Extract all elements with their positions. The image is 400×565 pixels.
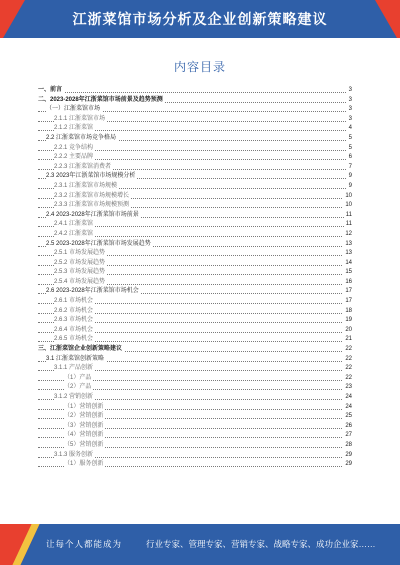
toc-entry-label: （2）产品	[64, 383, 93, 393]
toc-entry-page: 10	[343, 192, 352, 202]
toc-entry-label: 2.4.1 江浙菜馆	[54, 220, 95, 230]
toc-entry-label: 2.2.1 竞争结构	[54, 144, 95, 154]
toc-entry-page: 26	[343, 422, 352, 432]
toc-entry[interactable]	[38, 96, 352, 106]
toc-entry-page: 3	[347, 96, 352, 106]
toc-entry-page: 29	[343, 460, 352, 470]
toc-entry-page: 22	[343, 355, 352, 365]
toc-entry[interactable]	[38, 259, 352, 269]
toc-entry-page: 19	[343, 316, 352, 326]
toc-entry[interactable]	[38, 220, 352, 230]
toc-entry-label: 3.1 江浙菜馆创新策略	[46, 355, 106, 365]
toc-entry-label: （1）产品	[64, 374, 93, 384]
toc-entry-page: 21	[343, 335, 352, 345]
toc-entry-page: 29	[343, 451, 352, 461]
toc-entry[interactable]	[38, 144, 352, 154]
toc-entry-page: 22	[343, 364, 352, 374]
toc-entry[interactable]	[38, 393, 352, 403]
toc-entry[interactable]	[38, 431, 352, 441]
toc-entry-page: 24	[343, 403, 352, 413]
toc-entry-page: 5	[347, 144, 352, 154]
toc-entry-label: 2.4.2 江浙菜馆	[54, 230, 95, 240]
table-of-contents	[38, 86, 352, 470]
footer-banner	[0, 524, 400, 565]
toc-entry-label: 3.1.1 产品创新	[54, 364, 95, 374]
toc-entry[interactable]	[38, 153, 352, 163]
toc-entry-page: 18	[343, 307, 352, 317]
toc-entry-page: 9	[347, 182, 352, 192]
toc-entry-label: 一、前言	[38, 86, 64, 96]
toc-entry-page: 13	[343, 240, 352, 250]
toc-entry-label: 2.6.5 市场机会	[54, 335, 95, 345]
toc-entry-page: 9	[347, 172, 352, 182]
toc-entry-label: 2.6.3 市场机会	[54, 316, 95, 326]
toc-entry-label: 2.3.1 江浙菜馆市场规模	[54, 182, 119, 192]
toc-entry-label: 2.6.2 市场机会	[54, 307, 95, 317]
toc-entry[interactable]	[38, 326, 352, 336]
toc-entry[interactable]	[38, 451, 352, 461]
toc-entry[interactable]	[38, 249, 352, 259]
toc-entry-page: 4	[347, 124, 352, 134]
toc-entry-label: 2.3.3 江浙菜馆市场规模预测	[54, 201, 131, 211]
toc-entry[interactable]	[38, 201, 352, 211]
toc-entry-page: 28	[343, 441, 352, 451]
toc-entry[interactable]	[38, 182, 352, 192]
toc-entry[interactable]	[38, 297, 352, 307]
toc-entry-page: 6	[347, 153, 352, 163]
toc-entry-page: 17	[343, 297, 352, 307]
toc-entry-page: 22	[343, 374, 352, 384]
toc-entry[interactable]	[38, 422, 352, 432]
toc-entry-page: 12	[343, 230, 352, 240]
toc-entry-label: 2.6.1 市场机会	[54, 297, 95, 307]
toc-entry-page: 23	[343, 383, 352, 393]
toc-entry-page: 3	[347, 105, 352, 115]
toc-entry-label: 2.5.3 市场发展趋势	[54, 268, 107, 278]
toc-entry-label: （1）营销创新	[64, 403, 105, 413]
toc-entry-label: 2.2.3 江浙菜馆消费者	[54, 163, 113, 173]
toc-entry-page: 22	[343, 345, 352, 355]
toc-entry-label: 2.3.2 江浙菜馆市场规模增长	[54, 192, 131, 202]
toc-entry[interactable]	[38, 230, 352, 240]
footer-expert-list: 行业专家、管理专家、营销专家、战略专家、成功企业家……	[146, 539, 376, 549]
toc-entry-page: 16	[343, 278, 352, 288]
toc-entry-label: （1）服务创新	[64, 460, 105, 470]
toc-entry-label: （一）江浙菜馆市场	[46, 105, 102, 115]
toc-entry-page: 11	[344, 220, 352, 230]
toc-entry-label: （4）营销创新	[64, 431, 105, 441]
toc-entry[interactable]	[38, 412, 352, 422]
toc-entry-label: （5）营销创新	[64, 441, 105, 451]
footer-slogan: 让每个人都能成为	[46, 539, 123, 549]
toc-entry-page: 3	[347, 115, 352, 125]
toc-dot-leader	[38, 92, 346, 93]
toc-entry-label: 二、2023-2028年江浙菜馆市场前景及趋势预测	[38, 96, 165, 106]
toc-entry-label: 2.5.2 市场发展趋势	[54, 259, 107, 269]
toc-entry[interactable]	[38, 287, 352, 297]
toc-entry[interactable]	[38, 383, 352, 393]
toc-entry-label: 3.1.3 服务创新	[54, 451, 95, 461]
toc-entry-page: 20	[343, 326, 352, 336]
toc-entry[interactable]	[38, 364, 352, 374]
toc-entry[interactable]	[38, 163, 352, 173]
toc-entry[interactable]	[38, 307, 352, 317]
toc-entry-page: 24	[343, 393, 352, 403]
document-title: 江浙菜馆市场分析及企业创新策略建议	[72, 11, 328, 27]
toc-entry-label: （2）营销创新	[64, 412, 105, 422]
toc-entry[interactable]	[38, 335, 352, 345]
toc-entry-page: 27	[343, 431, 352, 441]
toc-entry-label: 2.1.2 江浙菜馆	[54, 124, 95, 134]
toc-entry-page: 25	[343, 412, 352, 422]
toc-entry-page: 11	[344, 211, 352, 221]
toc-entry[interactable]	[38, 345, 352, 355]
toc-entry-label: 2.2 江浙菜馆市场竞争格局	[46, 134, 118, 144]
toc-entry-label: 2.5 2023-2028年江浙菜馆市场发展趋势	[46, 240, 153, 250]
toc-entry-label: 三、江浙菜馆企业创新策略建议	[38, 345, 124, 355]
toc-entry[interactable]	[38, 211, 352, 221]
toc-entry-label: 2.3 2023年江浙菜馆市场规模分析	[46, 172, 137, 182]
toc-entry[interactable]	[38, 172, 352, 182]
toc-entry[interactable]	[38, 460, 352, 470]
toc-entry-page: 14	[343, 259, 352, 269]
toc-entry-label: （3）营销创新	[64, 422, 105, 432]
toc-entry[interactable]	[38, 240, 352, 250]
toc-entry-label: 2.5.4 市场发展趋势	[54, 278, 107, 288]
toc-entry[interactable]	[38, 403, 352, 413]
toc-entry-label: 2.6.4 市场机会	[54, 326, 95, 336]
toc-entry[interactable]	[38, 268, 352, 278]
toc-entry-page: 7	[347, 163, 352, 173]
toc-entry[interactable]	[38, 134, 352, 144]
toc-entry-page: 17	[343, 287, 352, 297]
toc-entry-page: 10	[343, 201, 352, 211]
toc-entry-page: 5	[347, 134, 352, 144]
toc-entry-page: 3	[347, 86, 352, 96]
toc-entry[interactable]	[38, 441, 352, 451]
toc-entry-label: 2.6 2023-2028年江浙菜馆市场机会	[46, 287, 141, 297]
toc-entry-label: 2.1.1 江浙菜馆市场	[54, 115, 107, 125]
toc-entry-label: 2.2.2 主要品牌	[54, 153, 95, 163]
toc-entry-label: 2.5.1 市场发展趋势	[54, 249, 107, 259]
toc-entry-label: 2.4 2023-2028年江浙菜馆市场前景	[46, 211, 141, 221]
header-banner	[0, 0, 400, 38]
toc-entry[interactable]	[38, 316, 352, 326]
toc-entry-label: 3.1.2 营销创新	[54, 393, 95, 403]
toc-entry[interactable]	[38, 115, 352, 125]
toc-entry-page: 13	[343, 249, 352, 259]
toc-entry[interactable]	[38, 278, 352, 288]
toc-entry[interactable]	[38, 124, 352, 134]
toc-entry-page: 15	[343, 268, 352, 278]
toc-entry[interactable]	[38, 355, 352, 365]
toc-entry[interactable]	[38, 192, 352, 202]
toc-entry[interactable]	[38, 374, 352, 384]
toc-entry[interactable]	[38, 105, 352, 115]
toc-heading: 内容目录	[173, 60, 226, 74]
toc-entry[interactable]	[38, 86, 352, 96]
